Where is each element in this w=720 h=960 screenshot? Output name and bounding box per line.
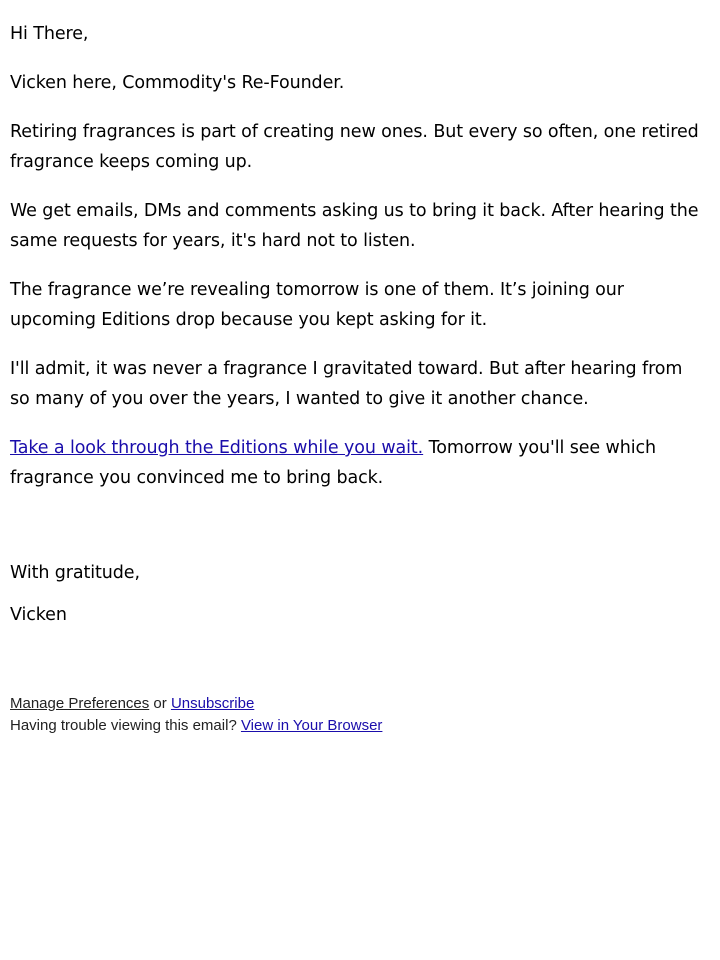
body-paragraph: Retiring fragrances is part of creating new ones. But every so often, one retired fragrance keeps coming up. — [10, 122, 699, 172]
body-paragraph: The fragrance we’re revealing tomorrow is one of them. It’s joining our upcoming Editions drop because you kept asking for it. — [10, 280, 624, 330]
email-body — [10, 19, 700, 630]
email-footer — [10, 693, 382, 737]
signature: Vicken — [10, 605, 67, 625]
view-browser-line — [10, 715, 382, 737]
body-paragraph: I'll admit, it was never a fragrance I gravitated toward. But after hearing from so many of you over the years, I wanted to give it another chance. — [10, 359, 683, 409]
view-in-browser-link[interactable]: View in Your Browser — [240, 717, 383, 734]
editions-followup-text: Tomorrow you'll see which fragrance you convinced me to bring back. — [10, 438, 657, 488]
greeting: Hi There, — [10, 24, 89, 44]
body-paragraph: We get emails, DMs and comments asking us to bring it back. After hearing the same requests for years, it's hard not to listen. — [10, 201, 699, 251]
editions-link[interactable]: Take a look through the Editions while you wait. — [10, 438, 424, 458]
signoff: With gratitude, — [10, 563, 140, 583]
intro-paragraph: Vicken here, Commodity's Re-Founder. — [10, 73, 345, 93]
manage-preferences-link[interactable]: Manage Preferences — [10, 695, 150, 712]
or-text: or — [149, 695, 171, 712]
unsubscribe-link[interactable]: Unsubscribe — [170, 695, 255, 712]
preferences-line — [10, 693, 382, 715]
trouble-text: Having trouble viewing this email? — [10, 717, 241, 734]
editions-paragraph — [10, 433, 700, 493]
